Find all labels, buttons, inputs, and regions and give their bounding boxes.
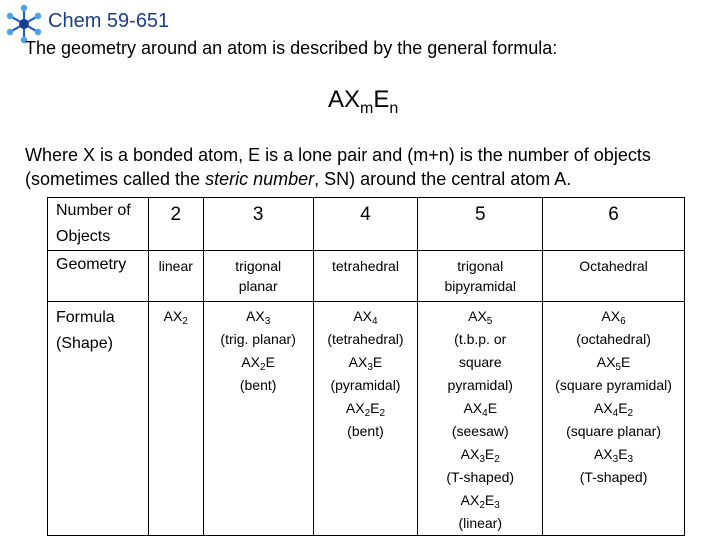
intro-text: The geometry around an atom is described by the general formula: — [25, 38, 558, 58]
explain-italic: steric number — [205, 169, 315, 189]
formula-line: $AX_6$ — [601, 308, 626, 327]
explain-part1: Where X is a bonded atom, E is a lone pair and (m+n) is the number of objects (sometimes called the — [25, 145, 651, 189]
formula-line: $AX_3E_3$ — [593, 446, 634, 465]
formula-line: square — [458, 354, 502, 370]
formula-mid: E — [373, 86, 390, 113]
formula-line: (octahedral) — [576, 331, 651, 347]
formula-line: $AX_2$ — [163, 308, 188, 327]
course-title: Chem 59-651 — [48, 10, 170, 32]
geometry-line: Octahedral — [579, 258, 648, 274]
formula-line: $AX_4E$ — [463, 400, 498, 419]
formula-line: (bent) — [239, 377, 277, 393]
geometry-line: planar — [238, 278, 278, 294]
formula-line: (T-shaped) — [446, 469, 515, 485]
geometry-cell — [543, 251, 685, 302]
formula-line: $AX_2E$ — [241, 354, 275, 373]
formula-line: (tetrahedral) — [327, 331, 404, 347]
formula-line: $AX_2E_2$ — [345, 400, 386, 419]
explain-part2: , SN) around the central atom A. — [314, 169, 572, 189]
objects-cell: 3 — [203, 198, 313, 251]
formula-line: $AX_3$ — [246, 308, 271, 327]
formula-line: pyramidal) — [447, 377, 513, 393]
formula-line: (seesaw) — [451, 423, 509, 439]
formula-line: $AX_5E$ — [596, 354, 631, 373]
geometry-row-label: Geometry — [48, 251, 149, 302]
formula-cell — [203, 302, 313, 536]
formula-row — [48, 302, 685, 536]
formula-line: $AX_5$ — [468, 308, 493, 327]
geometry-line: trigonal — [235, 258, 282, 274]
formula-line: (T-shaped) — [579, 469, 648, 485]
formula-cell — [543, 302, 685, 536]
geometry-cell — [203, 251, 313, 302]
formula-line: (square planar) — [566, 423, 661, 439]
formula-cell — [313, 302, 418, 536]
geometry-line: bipyramidal — [444, 278, 517, 294]
general-formula — [328, 86, 398, 118]
geometry-line: tetrahedral — [332, 258, 399, 274]
formula-sub-m: m — [360, 100, 374, 117]
formula-line: $AX_2E_3$ — [460, 492, 500, 511]
objects-row — [48, 198, 685, 251]
formula-line: (t.b.p. or — [454, 331, 507, 347]
objects-cell: 2 — [148, 198, 203, 251]
formula-cell — [418, 302, 543, 536]
formula-line: $AX_4E_2$ — [593, 400, 634, 419]
geometry-line: trigonal — [457, 258, 504, 274]
objects-cell: 4 — [313, 198, 418, 251]
formula-line: (square pyramidal) — [555, 377, 672, 393]
formula-line: (bent) — [347, 423, 384, 439]
formula-row-label: Formula (Shape) — [48, 302, 149, 536]
geometry-table — [47, 197, 685, 536]
formula-line: (pyramidal) — [330, 377, 401, 393]
formula-line: $AX_3E_2$ — [460, 446, 500, 465]
objects-cell: 5 — [418, 198, 543, 251]
objects-cell: 6 — [543, 198, 685, 251]
geometry-row — [48, 251, 685, 302]
explanation-paragraph — [25, 143, 715, 191]
geometry-cell — [148, 251, 203, 302]
formula-line: $AX_3E$ — [348, 354, 383, 373]
geometry-cell — [418, 251, 543, 302]
objects-row-label: Number of Objects — [48, 198, 149, 251]
formula-line: (linear) — [458, 515, 503, 531]
geometry-line: linear — [158, 258, 193, 274]
formula-line: $AX_4$ — [353, 308, 378, 327]
formula-sub-n: n — [389, 100, 399, 117]
formula-line: (trig. planar) — [220, 331, 296, 347]
formula-cell — [148, 302, 203, 536]
geometry-cell — [313, 251, 418, 302]
formula-base: AX — [328, 86, 361, 113]
